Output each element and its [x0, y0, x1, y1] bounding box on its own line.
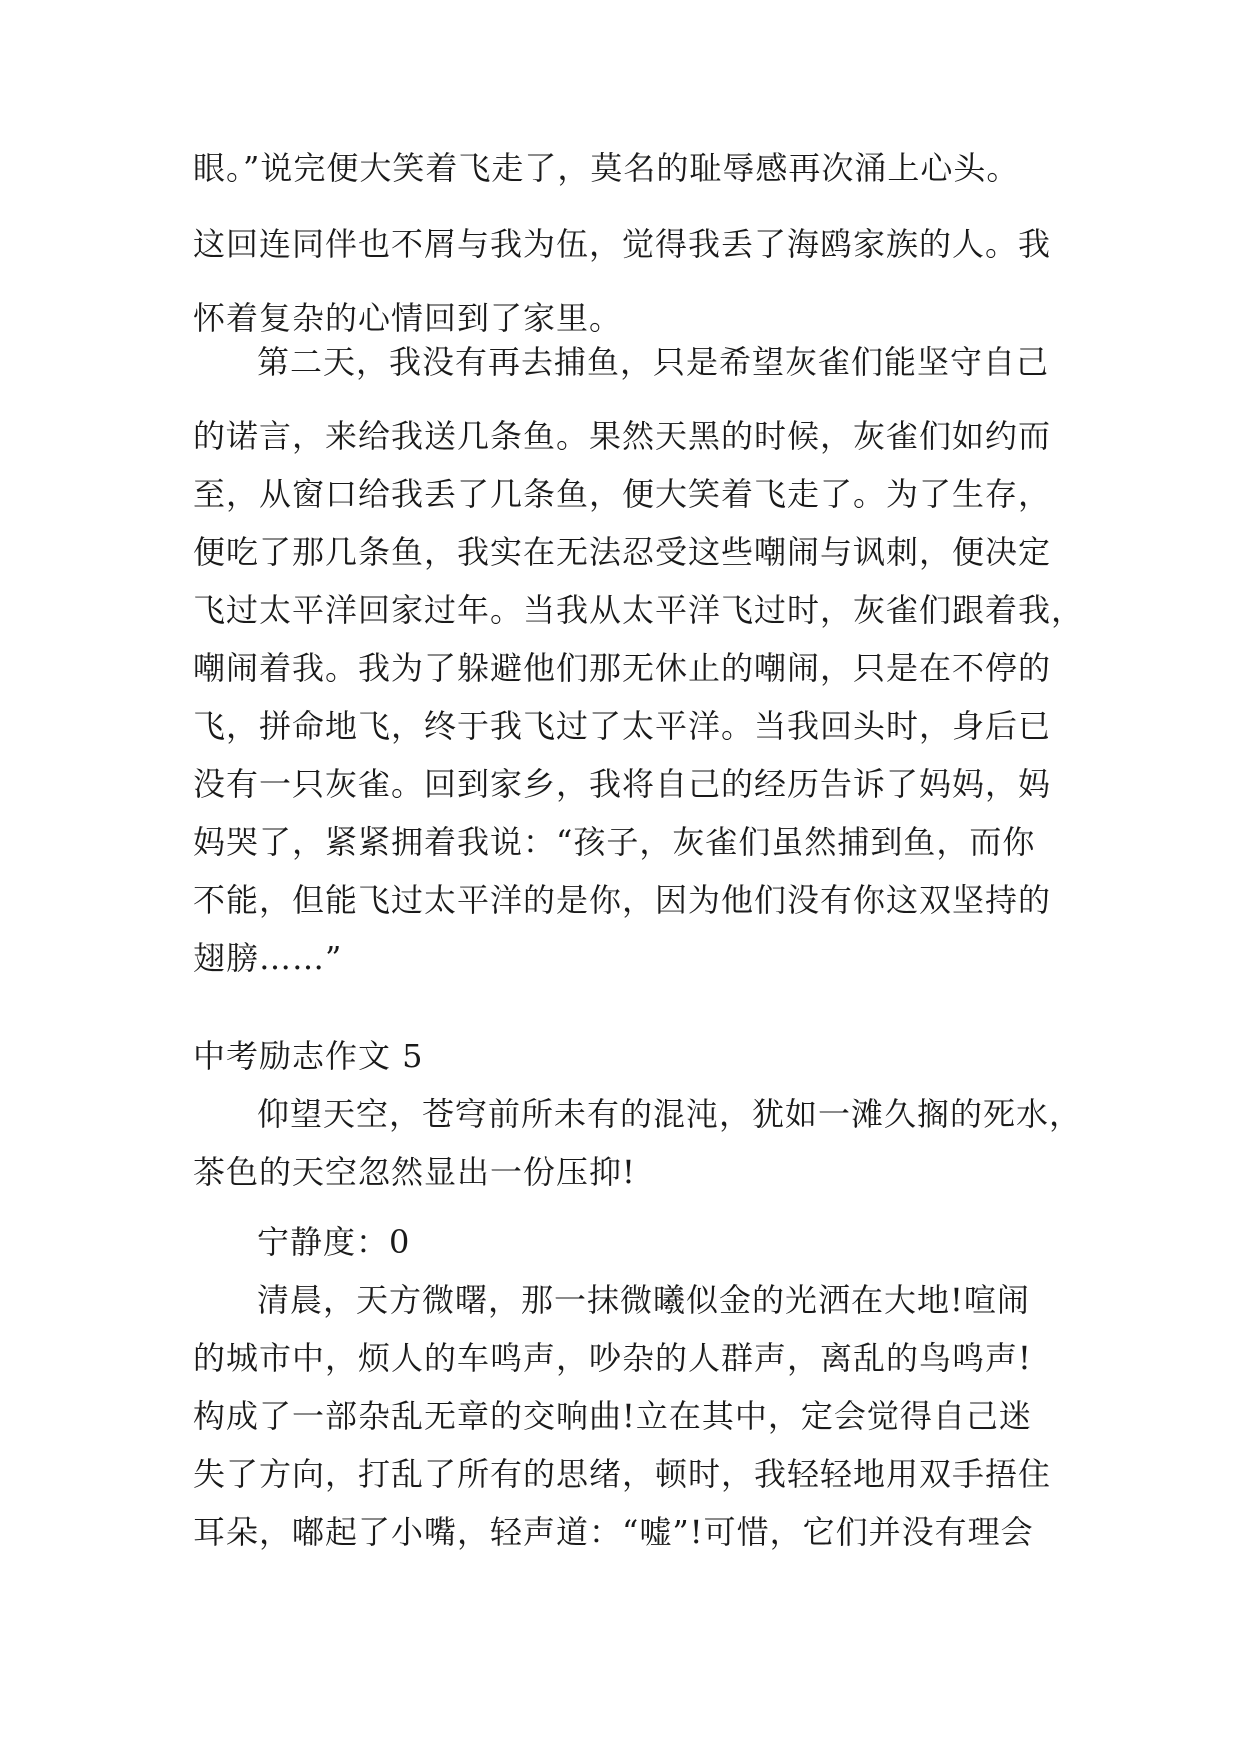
text-line: 茶色的天空忽然显出一份压抑!	[193, 1153, 636, 1191]
text-line: 嘲闹着我。我为了躲避他们那无休止的嘲闹，只是在不停的	[193, 649, 1052, 687]
text-line: 飞过太平洋回家过年。当我从太平洋飞过时，灰雀们跟着我，	[193, 591, 1085, 629]
text-line: 失了方向，打乱了所有的思绪，顿时，我轻轻地用双手捂住	[193, 1455, 1052, 1493]
text-line: 第二天，我没有再去捕鱼，只是希望灰雀们能坚守自己	[257, 343, 1050, 381]
text-line: 不能，但能飞过太平洋的是你，因为他们没有你这双坚持的	[193, 881, 1052, 919]
text-line: 至，从窗口给我丢了几条鱼，便大笑着飞走了。为了生存，	[193, 475, 1052, 513]
text-line: 没有一只灰雀。回到家乡，我将自己的经历告诉了妈妈，妈	[193, 765, 1052, 803]
text-line: 这回连同伴也不屑与我为伍，觉得我丢了海鸥家族的人。我	[193, 225, 1052, 263]
text-line: 飞，拼命地飞，终于我飞过了太平洋。当我回头时，身后已	[193, 707, 1052, 745]
text-line: 眼。”说完便大笑着飞走了，莫名的耻辱感再次涌上心头。	[193, 149, 1020, 187]
text-line: 构成了一部杂乱无章的交响曲!立在其中，定会觉得自己迷	[193, 1397, 1032, 1435]
text-line: 怀着复杂的心情回到了家里。	[193, 299, 623, 337]
text-line: 宁静度：0	[257, 1223, 411, 1261]
text-line: 妈哭了，紧紧拥着我说：“孩子，灰雀们虽然捕到鱼，而你	[193, 823, 1036, 861]
text-line: 便吃了那几条鱼，我实在无法忍受这些嘲闹与讽刺，便决定	[193, 533, 1052, 571]
section-title: 中考励志作文 5	[193, 1037, 424, 1075]
text-line: 的城市中，烦人的车鸣声，吵杂的人群声，离乱的鸟鸣声!	[193, 1339, 1032, 1377]
text-line: 翅膀……”	[193, 939, 343, 977]
text-line: 的诺言，来给我送几条鱼。果然天黑的时候，灰雀们如约而	[193, 417, 1052, 455]
text-line: 清晨，天方微曙，那一抹微曦似金的光洒在大地!喧闹	[257, 1281, 1030, 1319]
text-line: 耳朵，嘟起了小嘴，轻声道：“嘘”!可惜，它们并没有理会	[193, 1513, 1034, 1551]
text-line: 仰望天空，苍穹前所未有的混沌，犹如一滩久搁的死水，	[257, 1095, 1083, 1133]
